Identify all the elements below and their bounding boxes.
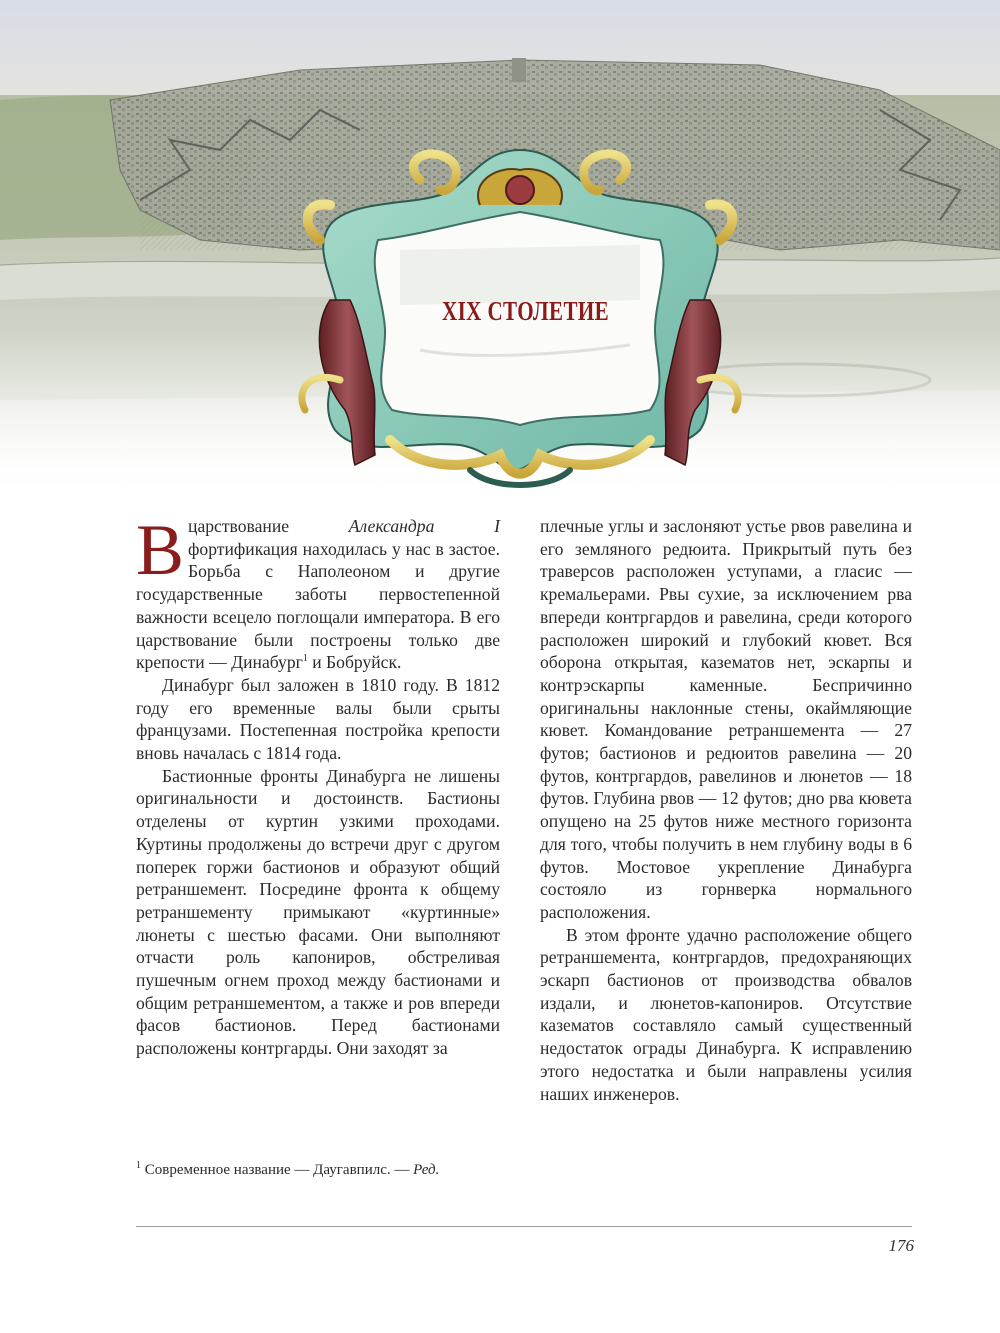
header-illustration bbox=[0, 0, 1000, 500]
page-number: 176 bbox=[888, 1236, 914, 1255]
footnote bbox=[136, 1160, 500, 1181]
footnote-text: Современное название — Даугавпилс. — bbox=[141, 1162, 414, 1178]
fortress-panorama bbox=[0, 0, 1000, 500]
paragraph-2: Динабург был заложен в 1810 году. В 1812 году его временные валы были срыты французами. Постепенная постройка крепости вновь началась с 1814 года. bbox=[136, 674, 500, 764]
footnote-editor-note: Ред. bbox=[413, 1162, 440, 1178]
emperor-name: Александра I bbox=[348, 516, 500, 536]
p1-text-start: царствование bbox=[188, 516, 349, 536]
left-column bbox=[136, 510, 500, 1060]
paragraph-4: плечные углы и заслоняют устье рвов равелина и его земляного редюита. Прикрытый путь без траверсов расположен уступами, а гласис — кремальерами. Рвы сухие, за исключением рва впереди контргардов и равелина, среди которого расположен широкий и глубокий кювет. Вся оборона открытая, казематов нет, эскарпы и контрэскарпы каменные. Беспричинно оригинальны наклонные стены, окаймляющие кювет. Командование ретраншемента — 27 футов; бастионов и редюитов равелина — 20 футов, контргардов, равелинов и люнетов — 18 футов. Глубина рвов — 12 футов; дно рва кювета опущено на 25 футов ниже местного горизонта для того, чтобы получить в нем глубину воды в 6 футов. Мостовое укрепление Динабурга состояло из горнверка нормального расположения. bbox=[540, 516, 912, 922]
right-column bbox=[540, 515, 912, 1105]
drop-cap: В bbox=[136, 510, 185, 590]
p1-text-middle: фортификация находилась у нас в застое. Борьба с Наполеоном и другие государственные заботы первостепенной важности всецело поглощали императора. В его царствование были построены только две крепости — Динабург bbox=[136, 538, 500, 673]
bottom-divider bbox=[136, 1226, 912, 1227]
paragraph-5: В этом фронте удачно расположение общего ретраншемента, контргардов, предохраняющих эскарп бастионов от производства обвалов издали, и люнетов-капониров. Отсутствие казематов составляло самый существенный недостаток ограды Динабурга. К исправлению этого недостатка и были направлены усилия наших инженеров. bbox=[540, 924, 912, 1104]
chapter-title: XIX СТОЛЕТИЕ bbox=[442, 296, 610, 326]
p1-text-end: и Бобруйск. bbox=[307, 652, 402, 673]
footnote-mark: 1 bbox=[136, 1160, 141, 1171]
paragraph-3: Бастионные фронты Динабурга не лишены оригинальности и достоинств. Бастионы отделены от куртин узкими проходами. Куртины продолжены до встречи друг с другом поперек горжи бастионов и образуют общий ретраншемент. Посредине фронта к общему ретраншементу примыкают «куртинные» люнеты с шестью фасами. Они выполняют отчасти роль капониров, обстреливая пушечным огнем проход между бастионами и общим ретраншементом, а также и ров впереди фасов бастионов. Перед бастионами расположены контргарды. Они заходят за bbox=[136, 765, 500, 1059]
footnote-reference[interactable]: 1 bbox=[302, 653, 308, 665]
paragraph-1 bbox=[136, 510, 500, 674]
